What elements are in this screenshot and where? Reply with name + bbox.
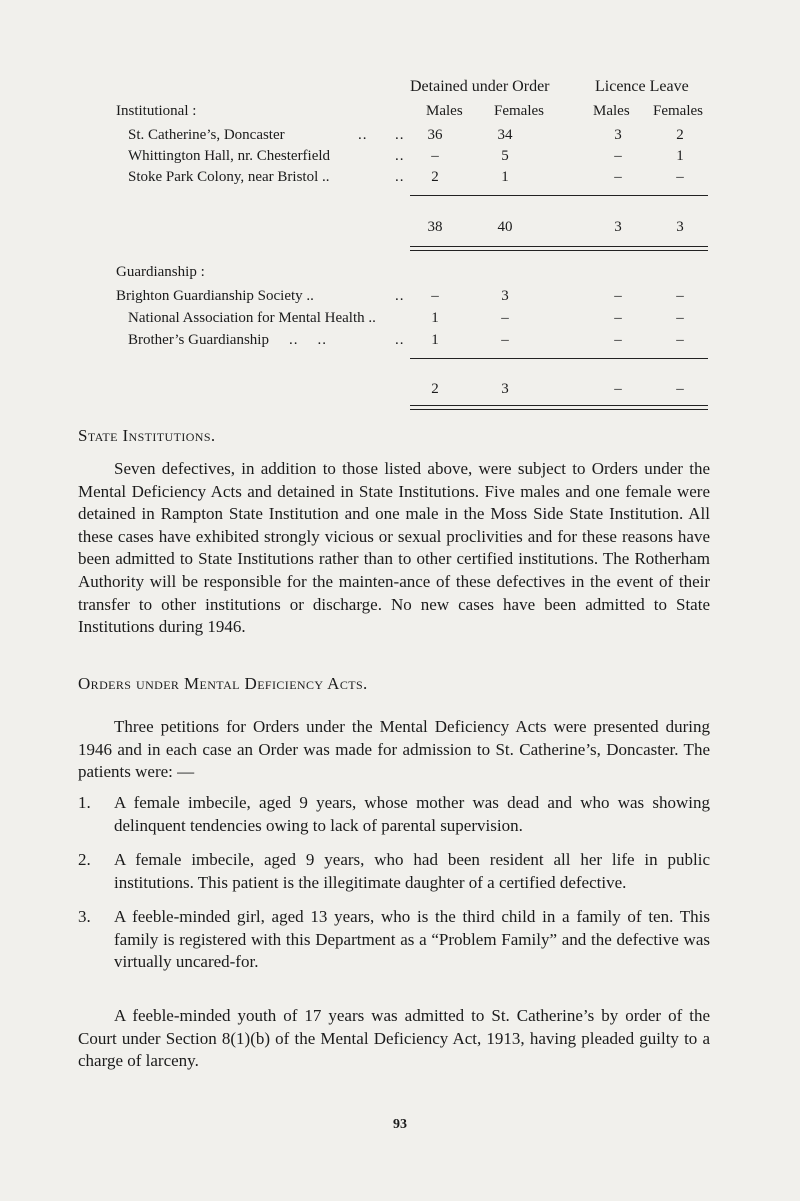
cell-det-females: 34 (497, 127, 513, 143)
cell-det-males: 1 (431, 310, 439, 326)
cell-lic-males: 3 (614, 127, 622, 143)
cell-lic-males: – (614, 148, 622, 164)
cell-det-females: – (501, 310, 509, 326)
leader-dots: .. .. (289, 332, 327, 348)
cell-det-females: 5 (501, 148, 509, 164)
cell-lic-females: 2 (676, 127, 684, 143)
list-item-number: 1. (78, 793, 91, 812)
col-males-licence: Males (593, 103, 630, 119)
list-item (78, 849, 710, 894)
list-item-number: 3. (78, 907, 91, 926)
section-institutional-label: Institutional : (116, 103, 197, 119)
total-lic-females: 3 (676, 219, 684, 235)
col-females-licence: Females (653, 103, 703, 119)
cell-det-males: 36 (427, 127, 443, 143)
col-females-detained: Females (494, 103, 544, 119)
cell-lic-females: – (676, 332, 684, 348)
list-item-text: A feeble-minded girl, aged 13 years, who is the third child in a family of ten. This family is registered with this Department as a “Problem Family” and the defective was virtually uncared-for. (114, 907, 710, 972)
row-label: Brighton Guardianship Society .. (116, 288, 314, 304)
total-double-rule (410, 246, 708, 251)
section-heading-orders: Orders under Mental Deficiency Acts. (78, 674, 368, 693)
subtotal-rule (410, 358, 708, 359)
leader-dots: .. (395, 332, 405, 348)
total-det-females: 40 (497, 219, 513, 235)
cell-det-males: 1 (431, 332, 439, 348)
paragraph-orders-intro: Three petitions for Orders under the Mental Deficiency Acts were presented during 1946 and in each case an Order was made for admission to St. Catherine’s, Doncaster. The patients were: — (78, 717, 710, 782)
section-guardianship-label: Guardianship : (116, 264, 205, 280)
cell-det-males: – (431, 288, 439, 304)
total-det-males: 38 (427, 219, 443, 235)
leader-dots: .. (358, 127, 368, 143)
header-licence-leave: Licence Leave (595, 78, 689, 95)
subtotal-rule (410, 195, 708, 196)
cell-det-females: – (501, 332, 509, 348)
cell-det-females: 1 (501, 169, 509, 185)
page-number: 93 (393, 1117, 407, 1132)
leader-dots: .. (395, 127, 405, 143)
cell-lic-males: – (614, 288, 622, 304)
row-label: St. Catherine’s, Doncaster (128, 127, 285, 143)
cell-det-males: 2 (431, 169, 439, 185)
total-double-rule (410, 405, 708, 410)
paragraph-state-institutions: Seven defectives, in addition to those listed above, were subject to Orders under the Mental Deficiency Acts and detained in State Institutions. Five males and one female were detained in Rampton State Institution and one male in the Moss Side State Institution. All these cases have exhibited strongly vicious or sexual proclivities and for these reasons have been admitted to State Institutions rather than to other certified institutions. The Rotherham Authority will be responsible for the mainten-ance of these defectives in the event of their transfer to other institutions or discharge. No new cases have been admitted to State Institutions during 1946. (78, 459, 710, 637)
cell-lic-females: – (676, 310, 684, 326)
section-heading-state-institutions: State Institutions. (78, 426, 216, 445)
row-label: Whittington Hall, nr. Chesterfield (128, 148, 331, 164)
list-item-number: 2. (78, 850, 91, 869)
cell-det-males: – (431, 148, 439, 164)
cell-lic-females: – (676, 169, 684, 185)
cell-lic-males: – (614, 169, 622, 185)
list-item (78, 906, 710, 974)
cell-det-females: 3 (501, 288, 509, 304)
col-males-detained: Males (426, 103, 463, 119)
total-lic-females: – (676, 381, 684, 397)
leader-dots: .. (395, 148, 405, 164)
total-det-females: 3 (501, 381, 509, 397)
leader-dots: .. (395, 169, 405, 185)
row-label: Stoke Park Colony, near Bristol .. (128, 169, 330, 185)
list-item-text: A female imbecile, aged 9 years, whose mother was dead and who was showing delinquent tendencies owing to lack of parental supervision. (114, 793, 710, 835)
cell-lic-males: – (614, 310, 622, 326)
row-label: National Association for Mental Health .. (128, 310, 376, 326)
total-lic-males: – (614, 381, 622, 397)
total-det-males: 2 (431, 381, 439, 397)
cell-lic-females: 1 (676, 148, 684, 164)
list-item-text: A female imbecile, aged 9 years, who had been resident all her life in public institutions. This patient is the illegitimate daughter of a certified defective. (114, 850, 710, 892)
paragraph-closing: A feeble-minded youth of 17 years was admitted to St. Catherine’s by order of the Court under Section 8(1)(b) of the Mental Deficiency Act, 1913, having pleaded guilty to a charge of larceny. (78, 1006, 710, 1071)
total-lic-males: 3 (614, 219, 622, 235)
cell-lic-females: – (676, 288, 684, 304)
list-item (78, 792, 710, 837)
row-label: Brother’s Guardianship (128, 332, 269, 348)
cell-lic-males: – (614, 332, 622, 348)
leader-dots: .. (395, 288, 405, 304)
header-detained-under-order: Detained under Order (410, 78, 550, 95)
